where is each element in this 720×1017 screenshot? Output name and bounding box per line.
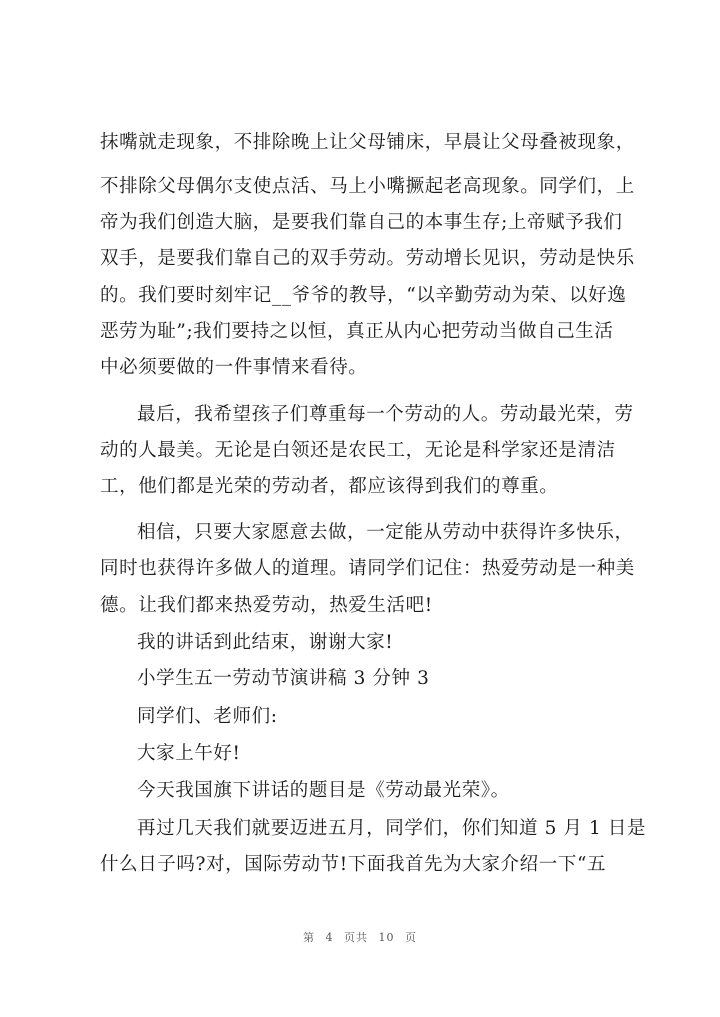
text-line: 今天我国旗下讲话的题目是《劳动最光荣》。	[137, 780, 510, 801]
text-line: 的。我们要时刻牢记__爷爷的教导，“以辛勤劳动为荣、以好逸	[100, 285, 627, 306]
text-line: 动的人最美。无论是白领还是农民工，无论是科学家还是清洁	[100, 440, 616, 461]
text-line: 再过几天我们就要迈进五月，同学们，你们知道 5 月 1 日是	[137, 818, 647, 839]
text-line: 我的讲话到此结束，谢谢大家!	[137, 632, 394, 653]
text-line: 不排除父母偶尔支使点活、马上小嘴撅起老高现象。同学们，上	[100, 176, 635, 197]
text-line: 什么日子吗?对，国际劳动节!下面我首先为大家介绍一下“五	[100, 854, 607, 875]
text-line: 小学生五一劳动节演讲稿 3 分钟 3	[137, 668, 430, 689]
text-line: 工，他们都是光荣的劳动者，都应该得到我们的尊重。	[100, 476, 559, 497]
text-line: 帝为我们创造大脑，是要我们靠自己的本事生存;上帝赋予我们	[100, 212, 623, 233]
text-line: 同学们、老师们:	[137, 706, 278, 727]
page-number: 第 4 页共 10 页	[303, 931, 417, 944]
text-line: 同时也获得许多做人的道理。请同学们记住：热爱劳动是一种美	[100, 558, 635, 579]
text-line: 抹嘴就走现象，不排除晚上让父母铺床，早晨让父母叠被现象，	[100, 132, 635, 153]
text-line: 中必须要做的一件事情来看待。	[100, 357, 368, 378]
text-line: 相信，只要大家愿意去做，一定能从劳动中获得许多快乐，	[137, 522, 634, 543]
text-line: 最后，我希望孩子们尊重每一个劳动的人。劳动最光荣，劳	[137, 404, 634, 425]
text-line: 恶劳为耻”;我们要持之以恒，真正从内心把劳动当做自己生活	[100, 321, 614, 342]
text-line: 双手，是要我们靠自己的双手劳动。劳动增长见识，劳动是快乐	[100, 248, 635, 269]
text-line: 德。让我们都来热爱劳动，热爱生活吧!	[100, 595, 433, 616]
text-line: 大家上午好!	[137, 743, 241, 764]
